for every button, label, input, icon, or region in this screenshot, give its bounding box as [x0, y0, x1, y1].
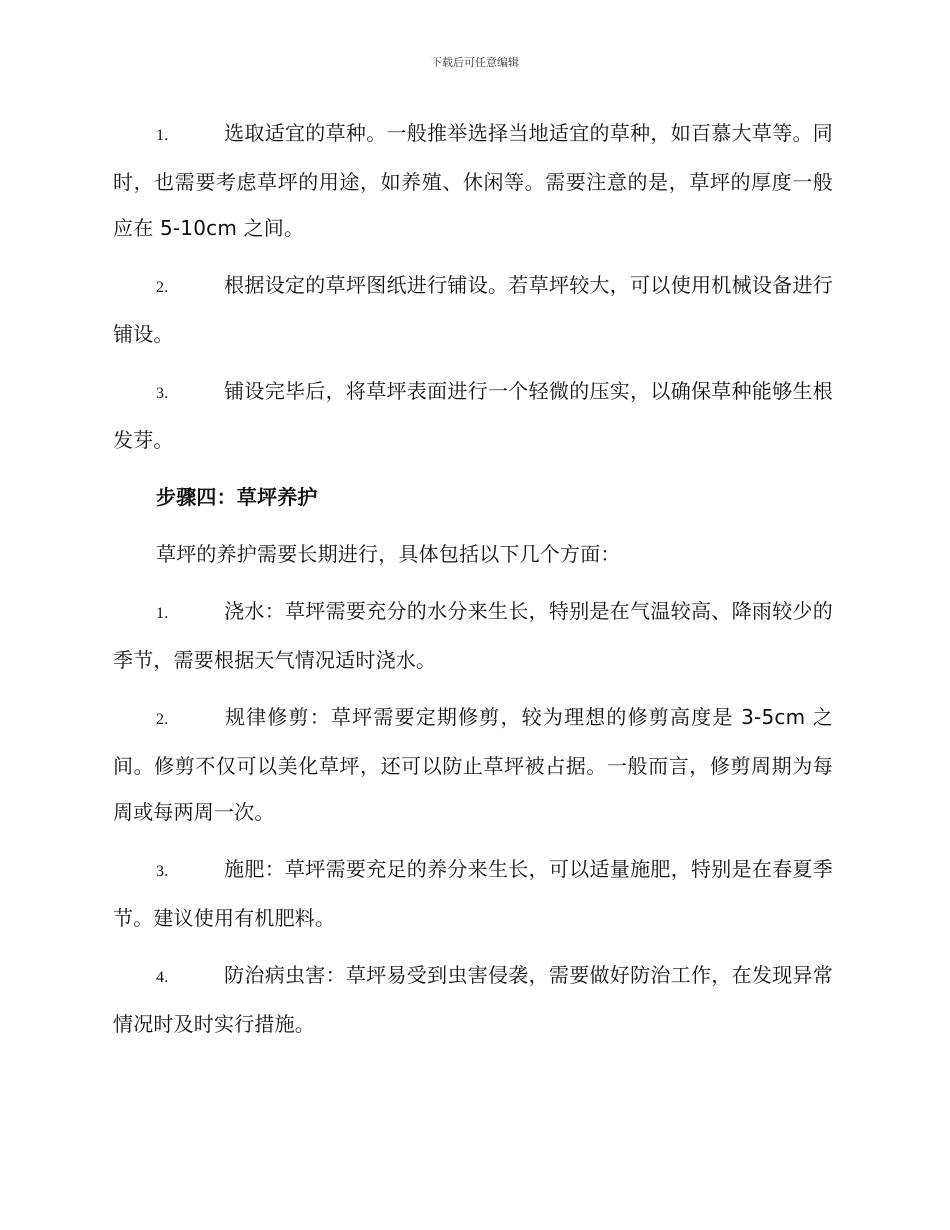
item-text: 选取适宜的草种。一般推举选择当地适宜的草种，如百慕大草等。同时，也需要考虑草坪的用途，如养殖、休闲等。需要注意的是，草坪的厚度一般应在 5-10cm 之间。 [113, 121, 833, 240]
list-item [113, 588, 833, 683]
section-heading: 步骤四：草坪养护 [156, 485, 318, 509]
item-text: 防治病虫害：草坪易受到虫害侵袭，需要做好防治工作，在发现异常情况时及时实行措施。 [113, 963, 833, 1036]
list-item [113, 262, 833, 357]
list-item [113, 694, 833, 835]
item-number: 1. [156, 127, 169, 144]
item-text: 施肥：草坪需要充足的养分来生长，可以适量施肥，特别是在春夏季节。建议使用有机肥料。 [113, 857, 833, 930]
item-text: 铺设完毕后，将草坪表面进行一个轻微的压实，以确保草种能够生根发芽。 [113, 379, 833, 452]
paragraph: 草坪的养护需要长期进行，具体包括以下几个方面： [156, 542, 621, 566]
item-number: 2. [156, 711, 169, 728]
item-number: 4. [156, 969, 169, 986]
item-number: 3. [156, 863, 169, 880]
item-text: 浇水：草坪需要充分的水分来生长，特别是在气温较高、降雨较少的季节，需要根据天气情况适时浇水。 [113, 599, 833, 672]
list-item [113, 846, 833, 941]
item-number: 1. [156, 605, 169, 622]
page-header: 下载后可任意编辑 [431, 56, 519, 69]
item-text: 根据设定的草坪图纸进行铺设。若草坪较大，可以使用机械设备进行铺设。 [113, 273, 833, 346]
list-item [113, 952, 833, 1047]
item-text: 规律修剪：草坪需要定期修剪，较为理想的修剪高度是 3-5cm 之间。修剪不仅可以美化草坪，还可以防止草坪被占据。一般而言，修剪周期为每周或每两周一次。 [113, 705, 833, 824]
item-number: 3. [156, 385, 169, 402]
document-body [113, 110, 833, 1058]
list-item [113, 110, 833, 251]
list-item [113, 368, 833, 463]
item-number: 2. [156, 279, 169, 296]
